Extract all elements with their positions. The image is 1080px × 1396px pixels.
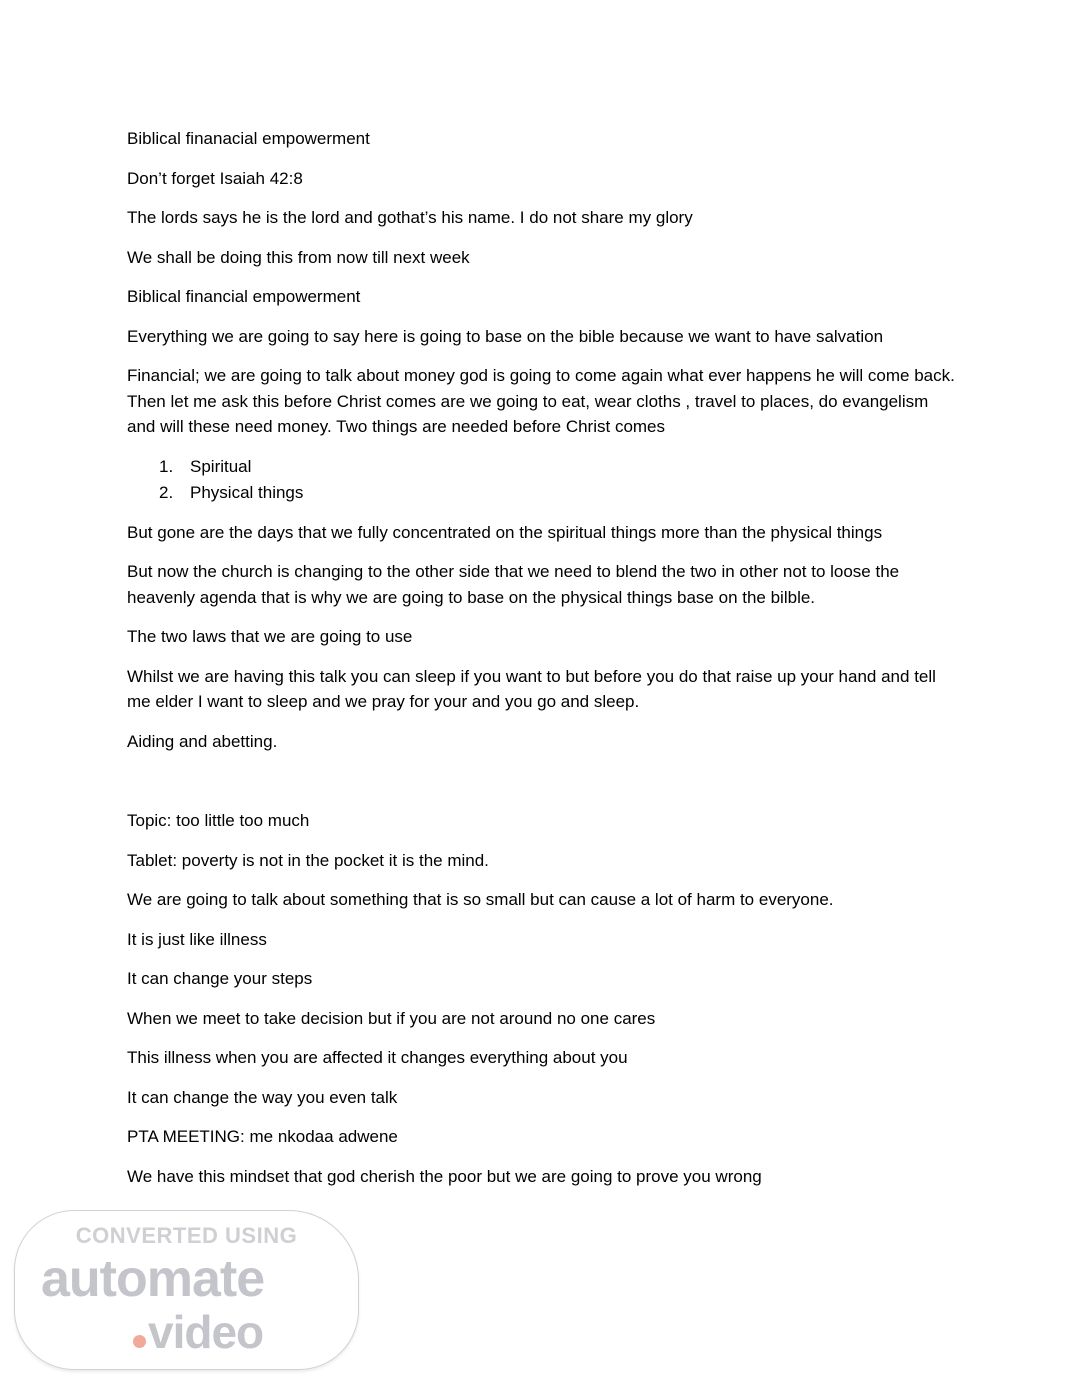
list-item <box>127 454 957 480</box>
paragraph: PTA MEETING: me nkodaa adwene <box>127 1127 398 1146</box>
paragraph: We shall be doing this from now till next week <box>127 247 470 267</box>
converter-watermark <box>14 1210 359 1370</box>
paragraph: When we meet to take decision but if you are not around no one cares <box>127 1008 656 1028</box>
paragraph: Aiding and abetting. <box>127 731 278 751</box>
paragraph: It is just like illness <box>127 929 267 949</box>
logo-dot-icon <box>133 1335 146 1348</box>
list-number: 2. <box>159 482 174 502</box>
paragraph: Don’t forget Isaiah 42:8 <box>127 168 303 188</box>
paragraph: Tablet: poverty is not in the pocket it is the mind. <box>127 850 489 870</box>
paragraph: We are going to talk about something that is so small but can cause a lot of harm to everyone. <box>127 890 834 909</box>
paragraph: But now the church is changing to the other side that we need to blend the two in other not to loose the heavenly agenda that is why we are going to base on the physical things base on the bilble. <box>127 562 900 607</box>
watermark-logo-suffix <box>133 1305 263 1359</box>
watermark-logo-suffix-text: video <box>148 1306 264 1358</box>
paragraph: It can change your steps <box>127 969 313 988</box>
list-number: 1. <box>159 456 174 476</box>
watermark-caption: CONVERTED USING <box>75 1223 298 1248</box>
list-item <box>127 480 957 506</box>
paragraph: This illness when you are affected it changes everything about you <box>127 1048 628 1067</box>
paragraph: But gone are the days that we fully concentrated on the spiritual things more than the physical things <box>127 522 883 542</box>
list-item-text: Spiritual <box>190 456 252 476</box>
paragraph: Biblical finanacial empowerment <box>127 129 370 148</box>
document-body <box>127 126 957 1203</box>
watermark-logo-word: automate <box>41 1250 265 1308</box>
paragraph: Financial; we are going to talk about money god is going to come again what ever happens he will come back. Then let me ask this before Christ comes are we going to eat, wear cloths , travel to places, do evangelism and will these need money. Two things are needed before Christ comes <box>127 366 955 436</box>
blank-line <box>127 768 957 808</box>
paragraph: Everything we are going to say here is going to base on the bible because we want to have salvation <box>127 326 884 346</box>
paragraph: Biblical financial empowerment <box>127 287 361 306</box>
paragraph: The two laws that we are going to use <box>127 627 413 646</box>
paragraph: Whilst we are having this talk you can sleep if you want to but before you do that raise up your hand and tell me elder I want to sleep and we pray for your and you go and sleep. <box>127 666 936 711</box>
numbered-list <box>127 454 957 506</box>
paragraph: It can change the way you even talk <box>127 1087 398 1107</box>
paragraph: We have this mindset that god cherish the poor but we are going to prove you wrong <box>127 1166 762 1186</box>
paragraph: Topic: too little too much <box>127 811 310 830</box>
paragraph: The lords says he is the lord and gothat’s his name. I do not share my glory <box>127 208 693 227</box>
list-item-text: Physical things <box>190 482 304 502</box>
